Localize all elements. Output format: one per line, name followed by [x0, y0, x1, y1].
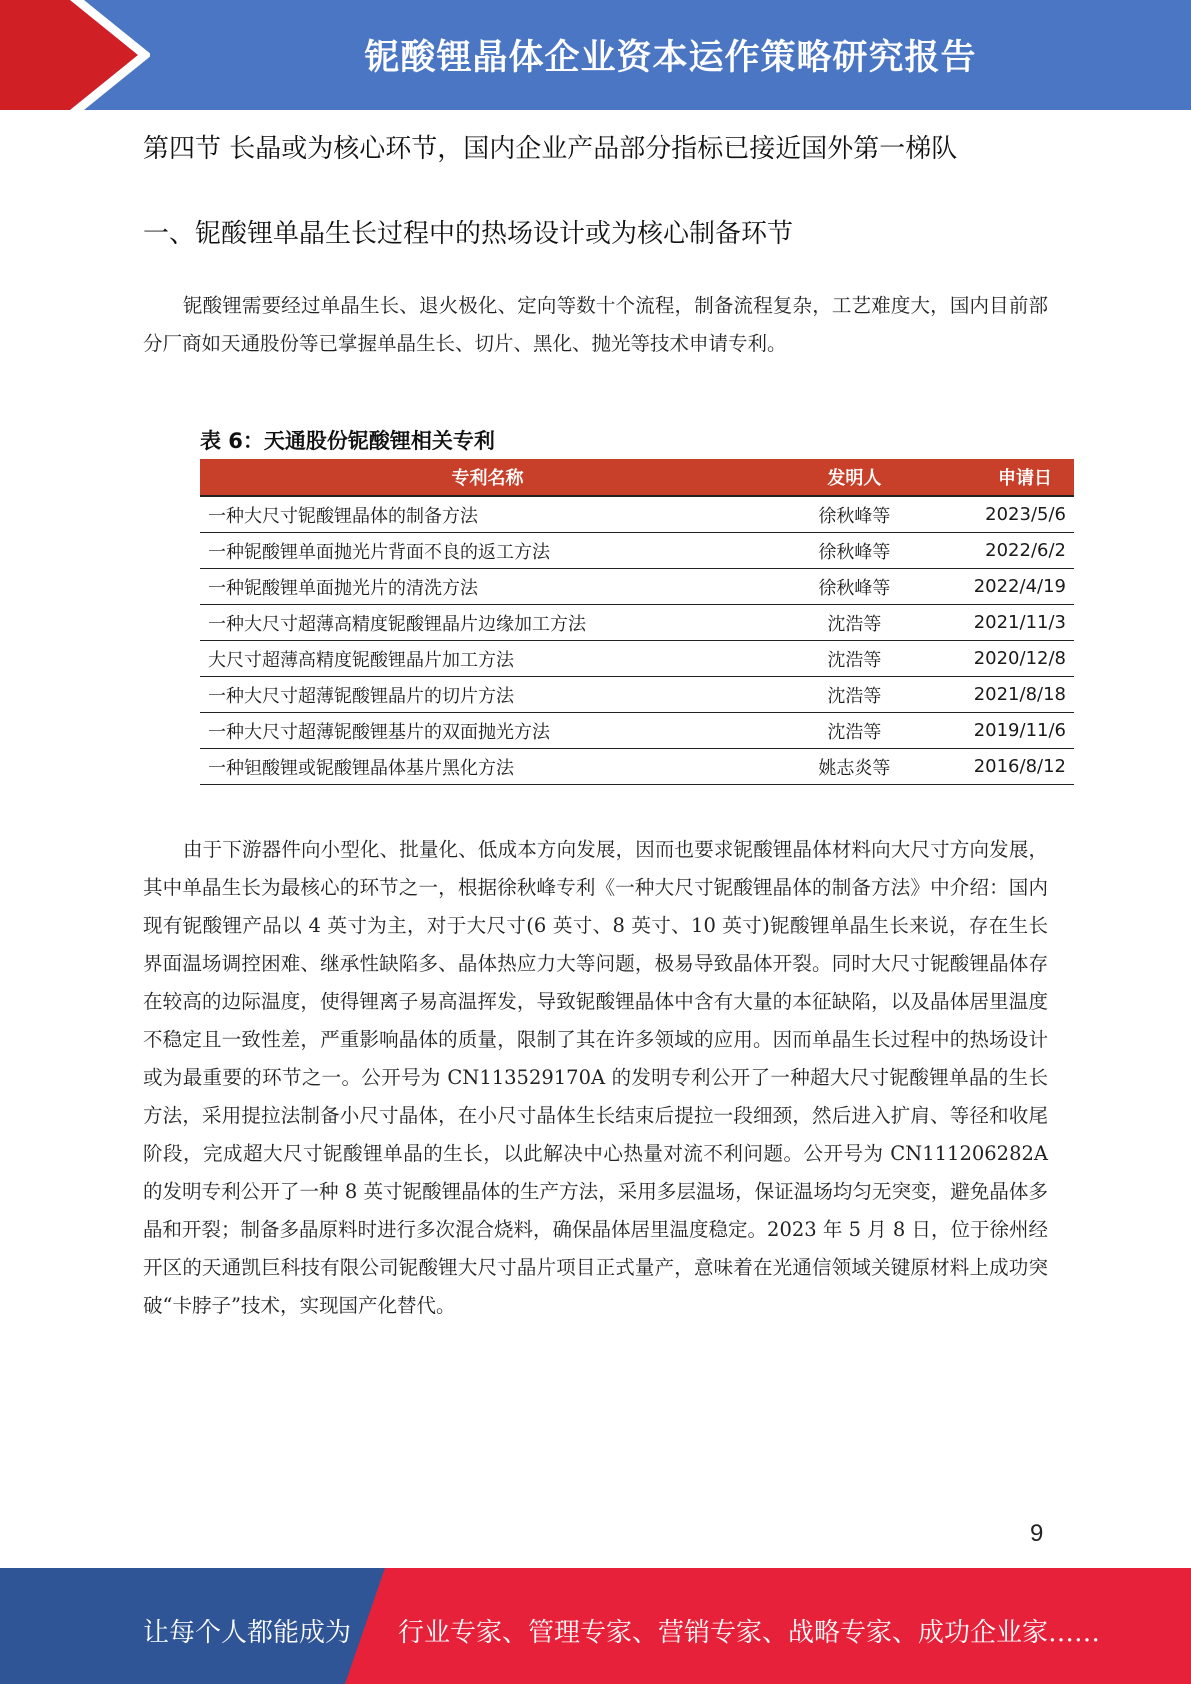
inventor-cell: 姚志炎等: [775, 749, 934, 785]
filing-date-cell: 2022/4/19: [934, 569, 1074, 605]
filing-date-cell: 2023/5/6: [934, 496, 1074, 533]
body-paragraph: 由于下游器件向小型化、批量化、低成本方向发展，因而也要求铌酸锂晶体材料向大尺寸方向发展，其中单晶生长为最核心的环节之一，根据徐秋峰专利《一种大尺寸铌酸锂晶体的制备方法》中介绍：国内现有铌酸锂产品以 4 英寸为主，对于大尺寸(6 英寸、8 英寸、10 英寸)铌酸锂单晶生长来说，存在生长界面温场调控困难、继承性缺陷多、晶体热应力大等问题，极易导致晶体开裂。同时大尺寸铌酸锂晶体存在较高的边际温度，使得锂离子易高温挥发，导致铌酸锂晶体中含有大量的本征缺陷，以及晶体居里温度不稳定且一致性差，严重影响晶体的质量，限制了其在许多领域的应用。因而单晶生长过程中的热场设计或为最重要的环节之一。公开号为 CN113529170A 的发明专利公开了一种超大尺寸铌酸锂单晶的生长方法，采用提拉法制备小尺寸晶体，在小尺寸晶体生长结束后提拉一段细颈，然后进入扩肩、等径和收尾阶段，完成超大尺寸铌酸锂单晶的生长，以此解决中心热量对流不利问题。公开号为 CN111206282A 的发明专利公开了一种 8 英寸铌酸锂晶体的生产方法，采用多层温场，保证温场均匀无突变，避免晶体多晶和开裂；制备多晶原料时进行多次混合烧料，确保晶体居里温度稳定。2023 年 5 月 8 日，位于徐州经开区的天通凯巨科技有限公司铌酸锂大尺寸晶片项目正式量产，意味着在光通信领域关键原材料上成功突破“卡脖子”技术，实现国产化替代。: [143, 838, 1048, 1317]
filing-date-cell: 2022/6/2: [934, 533, 1074, 569]
patent-table: [200, 459, 1074, 785]
patent-name-cell: 一种大尺寸超薄铌酸锂晶片的切片方法: [200, 677, 775, 713]
report-header-banner: [0, 0, 1191, 110]
patent-name-cell: 一种钽酸锂或铌酸锂晶体基片黑化方法: [200, 749, 775, 785]
table-row: [200, 605, 1074, 641]
patent-name-cell: 大尺寸超薄高精度铌酸锂晶片加工方法: [200, 641, 775, 677]
table-caption: 表 6：天通股份铌酸锂相关专利: [200, 429, 495, 453]
header-arrow-decoration: [0, 0, 150, 110]
column-header-patent-name: 专利名称: [200, 459, 775, 496]
column-header-filing-date: 申请日: [934, 459, 1074, 496]
table-header-row: [200, 459, 1074, 496]
table-row: [200, 677, 1074, 713]
inventor-cell: 徐秋峰等: [775, 569, 934, 605]
inventor-cell: 徐秋峰等: [775, 496, 934, 533]
column-header-inventor: 发明人: [775, 459, 934, 496]
table-row: [200, 713, 1074, 749]
section-heading: 第四节 长晶或为核心环节，国内企业产品部分指标已接近国外第一梯队: [143, 134, 958, 164]
footer-slogan-right: 行业专家、管理专家、营销专家、战略专家、成功企业家……: [398, 1618, 1101, 1648]
inventor-cell: 沈浩等: [775, 713, 934, 749]
patent-name-cell: 一种大尺寸超薄高精度铌酸锂晶片边缘加工方法: [200, 605, 775, 641]
table-row: [200, 749, 1074, 785]
page-number: 9: [1030, 1520, 1044, 1547]
table-row: [200, 641, 1074, 677]
patent-name-cell: 一种铌酸锂单面抛光片背面不良的返工方法: [200, 533, 775, 569]
patent-name-cell: 一种大尺寸铌酸锂晶体的制备方法: [200, 496, 775, 533]
inventor-cell: 徐秋峰等: [775, 533, 934, 569]
inventor-cell: 沈浩等: [775, 641, 934, 677]
table-row: [200, 533, 1074, 569]
filing-date-cell: 2020/12/8: [934, 641, 1074, 677]
intro-paragraph: 铌酸锂需要经过单晶生长、退火极化、定向等数十个流程，制备流程复杂，工艺难度大，国内目前部分厂商如天通股份等已掌握单晶生长、切片、黑化、抛光等技术申请专利。: [143, 294, 1048, 355]
subsection-heading: 一、铌酸锂单晶生长过程中的热场设计或为核心制备环节: [143, 219, 794, 249]
inventor-cell: 沈浩等: [775, 677, 934, 713]
footer-slogan-left: 让每个人都能成为: [143, 1618, 352, 1648]
inventor-cell: 沈浩等: [775, 605, 934, 641]
report-title: 铌酸锂晶体企业资本运作策略研究报告: [364, 38, 977, 78]
filing-date-cell: 2016/8/12: [934, 749, 1074, 785]
filing-date-cell: 2021/8/18: [934, 677, 1074, 713]
table-row: [200, 496, 1074, 533]
filing-date-cell: 2019/11/6: [934, 713, 1074, 749]
filing-date-cell: 2021/11/3: [934, 605, 1074, 641]
patent-name-cell: 一种铌酸锂单面抛光片的清洗方法: [200, 569, 775, 605]
patent-name-cell: 一种大尺寸超薄铌酸锂基片的双面抛光方法: [200, 713, 775, 749]
table-row: [200, 569, 1074, 605]
